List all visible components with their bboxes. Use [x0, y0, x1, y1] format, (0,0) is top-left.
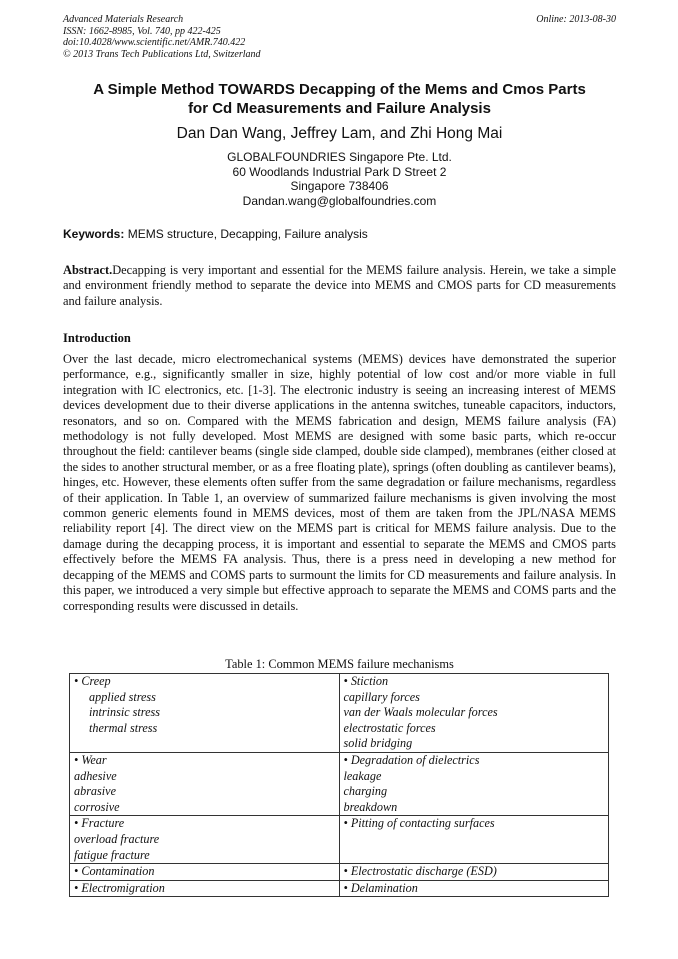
- affiliation-line-3: Singapore 738406: [290, 179, 389, 193]
- running-header: [63, 14, 616, 60]
- mechanism-item: adhesive: [74, 768, 117, 783]
- doi-line: doi:10.4028/www.scientific.net/AMR.740.422: [63, 37, 246, 48]
- table-row: [70, 864, 609, 881]
- table-row: [70, 674, 609, 753]
- abstract-text: Decapping is very important and essential for the MEMS failure analysis. Herein, we take a simple and environment friendly method to separate the device into MEMS and CMOS parts for CD measurements and failure analysis.: [63, 263, 616, 308]
- mechanism-head: • Stiction: [343, 674, 389, 688]
- abstract: [63, 263, 616, 309]
- mechanism-head: • Delamination: [343, 880, 418, 895]
- mechanism-item: abrasive: [74, 784, 116, 799]
- mechanism-head: • Creep: [74, 674, 111, 688]
- keywords-text: MEMS structure, Decapping, Failure analysis: [124, 227, 368, 241]
- mechanism-item: capillary forces: [343, 689, 420, 704]
- keywords-label: Keywords:: [63, 227, 125, 241]
- table-cell-right: [339, 752, 609, 815]
- paper-title: [63, 80, 616, 118]
- table-cell-left: [70, 864, 340, 881]
- mechanism-item: overload fracture: [74, 831, 160, 846]
- issn-line: ISSN: 1662-8985, Vol. 740, pp 422-425: [63, 25, 221, 37]
- title-line-1: A Simple Method TOWARDS Decapping of the Mems and Cmos Parts: [93, 81, 586, 98]
- journal-name: Advanced Materials Research: [63, 14, 184, 25]
- affiliation-line-2: 60 Woodlands Industrial Park D Street 2: [232, 164, 447, 179]
- table-cell-left: [70, 752, 340, 815]
- mechanism-head: • Fracture: [74, 816, 125, 831]
- table-cell-left: [70, 816, 340, 864]
- mechanism-head: • Pitting of contacting surfaces: [343, 816, 495, 831]
- mechanism-item: solid bridging: [343, 736, 413, 751]
- mechanism-item: fatigue fracture: [74, 847, 150, 862]
- introduction-heading: Introduction: [63, 331, 131, 345]
- copyright-line: © 2013 Trans Tech Publications Ltd, Switzerland: [63, 48, 261, 60]
- introduction-body: Over the last decade, micro electromechanical systems (MEMS) devices have demonstrated the superior performance, e.g., significantly smaller in size, highly potential of low cost and/or more viable in full integration with IC electronics, etc. [1-3]. The electronic industry is seeing an increasing interest of MEMS devices development due to their diverse applications in the antenna switches, tuneable capacitors, inductors, resonators, and so on. Compared with the MEMS fabrication and design, MEMS failure analysis (FA) methodology is not fully developed. Most MEMS are designed with some basic parts, which re-occur throughout the field: cantilever beams (single side clamped, double side clamped), membranes (either closed at the sides to another structural member, or as a free floating plate), springs (often doubling as cantilever beams), hinges, etc. However, these elements often suffer from the same degradation or failure mechanisms, regardless of their application. In Table 1, an overview of summarized failure mechanisms is given involving the most common generic elements found in MEMS devices, most of them are taken from the JPL/NASA MEMS reliability report [4]. The direct view on the MEMS part is critical for MEMS failure analysis. Due to the damage during the decapping process, it is important and essential to separate the MEMS and CMOS parts effectively before the MEMS FA analysis. Thus, there is a press need in developing a new method for decapping of the MEMS and COMS parts to surmount the limits for CD measurements and failure analysis. In this paper, we introduced a very simple but effective approach to separate the MEMS and COMS parts and the corresponding results were discussed in details.: [63, 352, 616, 613]
- online-date: Online: 2013-08-30: [536, 14, 616, 25]
- failure-mechanisms-table: [69, 673, 609, 897]
- mechanism-item: thermal stress: [89, 720, 158, 735]
- mechanism-item: applied stress: [89, 689, 156, 704]
- table-cell-left: [70, 880, 340, 897]
- table-row: [70, 752, 609, 815]
- mechanism-head: • Contamination: [74, 864, 155, 879]
- mechanism-item: corrosive: [74, 799, 120, 814]
- table-row: [70, 880, 609, 897]
- abstract-label: Abstract.: [63, 263, 113, 277]
- author-list: Dan Dan Wang, Jeffrey Lam, and Zhi Hong Mai: [176, 125, 503, 142]
- table-caption: Table 1: Common MEMS failure mechanisms: [225, 657, 454, 671]
- table-cell-right: [339, 816, 609, 864]
- mechanism-item: intrinsic stress: [89, 705, 160, 720]
- mechanism-item: electrostatic forces: [343, 720, 436, 735]
- mechanism-item: van der Waals molecular forces: [343, 705, 498, 720]
- mechanism-head: • Degradation of dielectrics: [343, 752, 480, 767]
- table-row: [70, 816, 609, 864]
- affiliation-block: [63, 150, 616, 208]
- mechanism-head: • Electrostatic discharge (ESD): [343, 864, 497, 879]
- author-email: Dandan.wang@globalfoundries.com: [242, 193, 437, 208]
- table-cell-left: [70, 674, 340, 753]
- mechanism-head: • Electromigration: [74, 880, 165, 895]
- table-cell-right: [339, 864, 609, 881]
- mechanism-item: charging: [343, 784, 388, 799]
- table-cell-right: [339, 880, 609, 897]
- affiliation-line-1: GLOBALFOUNDRIES Singapore Pte. Ltd.: [227, 150, 452, 164]
- keywords-line: [63, 227, 616, 242]
- mechanism-head: • Wear: [74, 752, 107, 767]
- title-line-2: for Cd Measurements and Failure Analysis: [188, 100, 491, 117]
- mechanism-item: leakage: [343, 768, 382, 783]
- mechanism-item: breakdown: [343, 799, 398, 814]
- table-cell-right: [339, 674, 609, 753]
